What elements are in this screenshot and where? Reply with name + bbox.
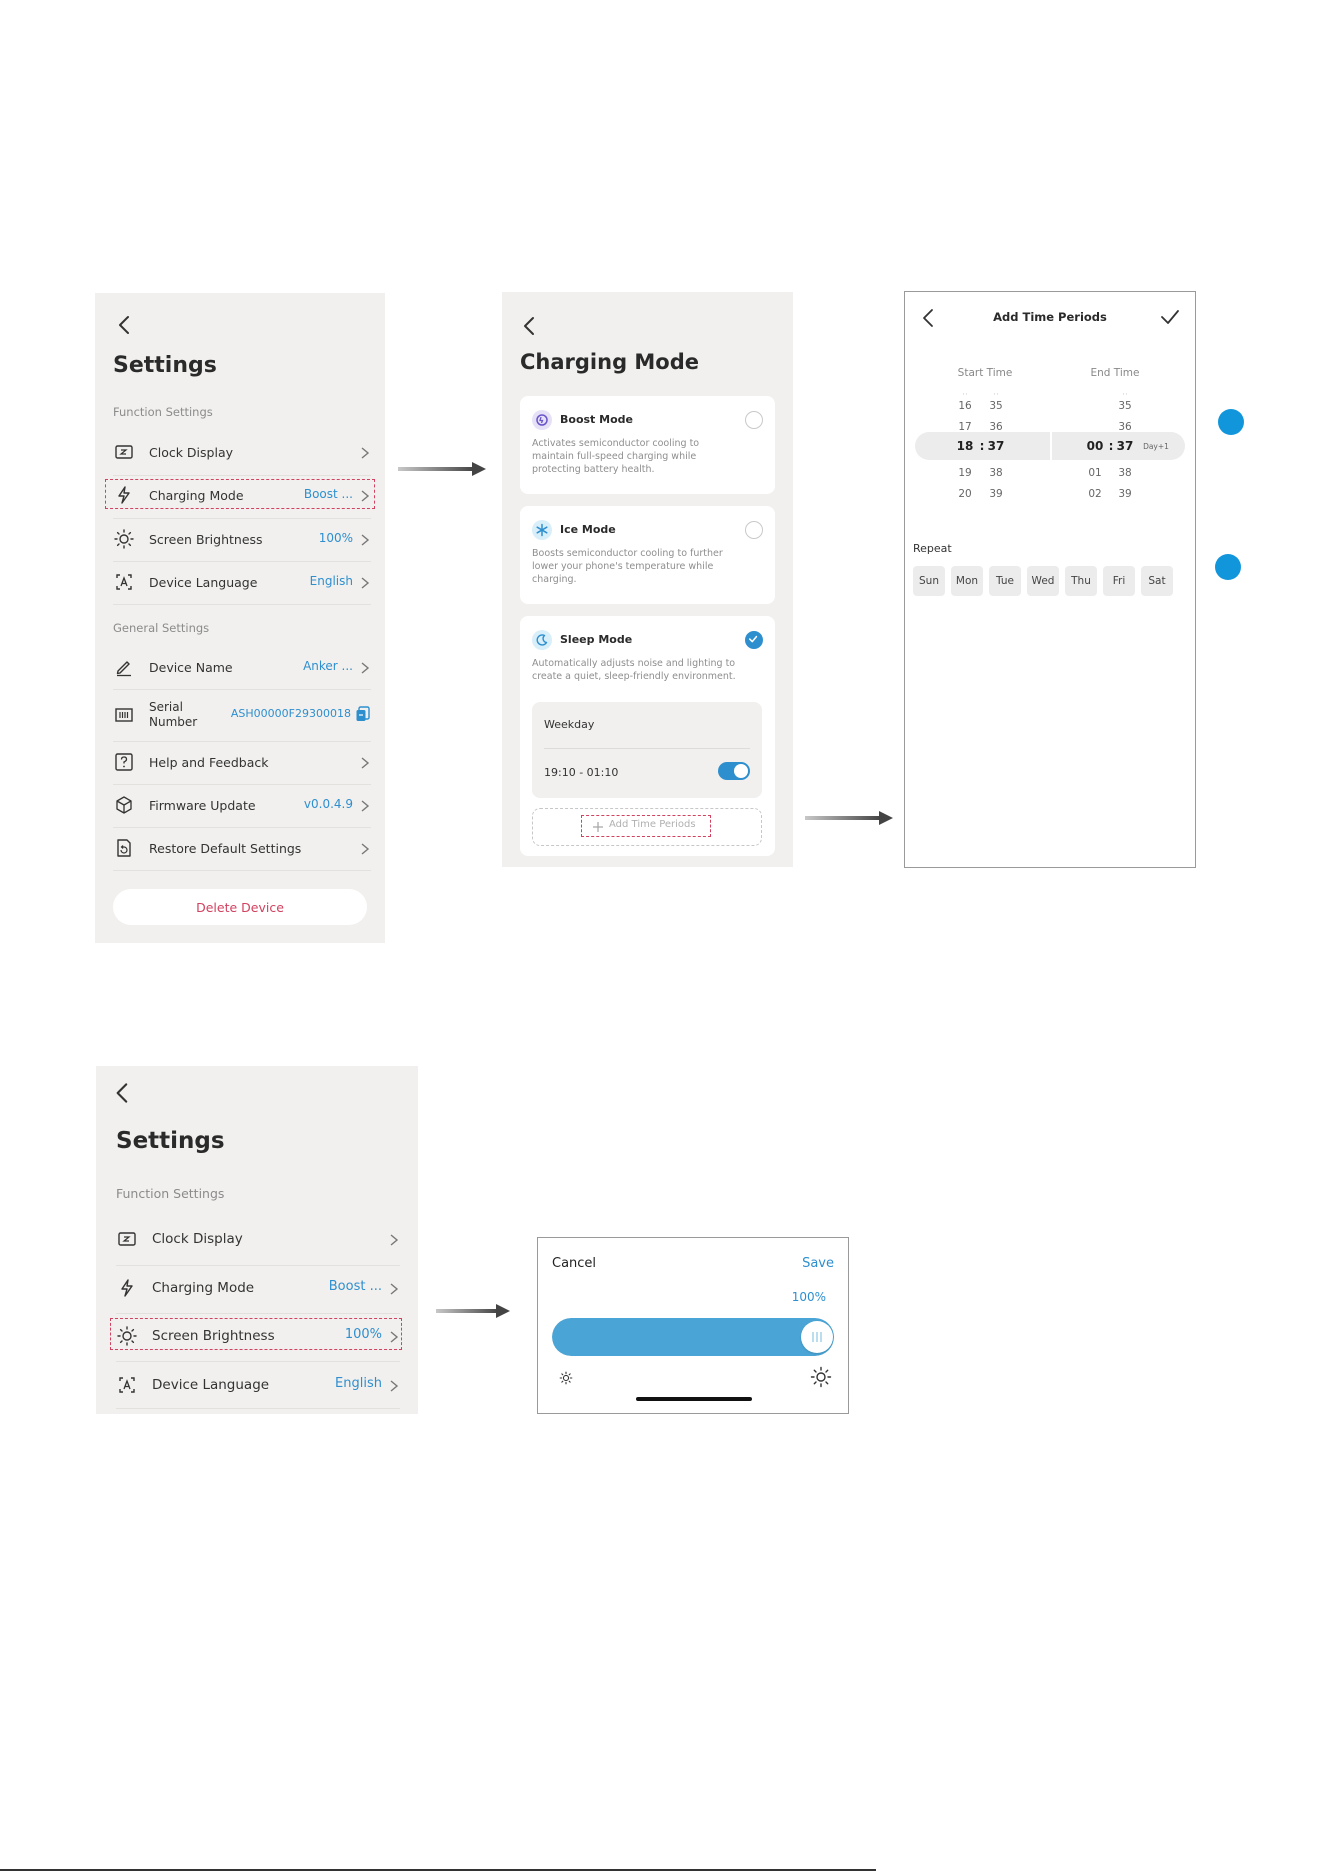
day-chip-mon[interactable]: Mon	[951, 566, 983, 596]
settings-row-value: Boost ...	[328, 1279, 382, 1294]
slider-knob[interactable]	[801, 1321, 833, 1353]
annotation-dot	[1218, 409, 1244, 435]
cancel-button[interactable]: Cancel	[552, 1256, 597, 1271]
copy-icon[interactable]	[355, 705, 371, 723]
end-minute-option: 35	[1118, 400, 1132, 412]
serial-label-line2: Number	[149, 715, 198, 729]
settings-row-label: Screen Brightness	[149, 531, 263, 547]
sleep-mode-card[interactable]	[520, 616, 775, 856]
settings-row-label: Restore Default Settings	[149, 840, 302, 856]
mode-title: Boost Mode	[560, 413, 633, 426]
divider	[116, 1361, 400, 1362]
charging-mode-screen	[502, 292, 793, 867]
divider	[113, 475, 371, 476]
back-button[interactable]	[111, 311, 139, 339]
settings-row-charging-mode[interactable]	[116, 1275, 400, 1301]
restore-icon	[113, 837, 135, 859]
day-plus-badge: Day+1	[1143, 442, 1169, 451]
annotation-dot	[1215, 554, 1241, 580]
picker-fade-row: ··	[993, 390, 999, 400]
settings-row-label: Help and Feedback	[149, 754, 269, 770]
add-time-periods-screen	[904, 291, 1196, 868]
lightning-icon	[113, 484, 135, 506]
settings-row-label: Firmware Update	[149, 797, 256, 813]
flow-arrow	[398, 462, 486, 476]
moon-icon	[532, 630, 552, 650]
cube-icon	[113, 794, 135, 816]
sun-icon	[113, 528, 135, 550]
settings-row-value: 100%	[344, 1327, 382, 1342]
boost-mode-icon	[532, 410, 552, 430]
divider	[116, 1408, 400, 1409]
settings-row-clock-display[interactable]	[113, 440, 371, 464]
flow-arrow	[436, 1304, 510, 1318]
mode-title: Ice Mode	[560, 523, 616, 536]
page-title: Charging Mode	[520, 350, 700, 374]
start-minute-option: 36	[989, 421, 1003, 433]
start-minute-option: 38	[989, 467, 1003, 479]
mode-description: Automatically adjusts noise and lighting to create a quiet, sleep-friendly environment.	[532, 658, 736, 682]
delete-device-label: Delete Device	[196, 900, 284, 915]
mode-description: Boosts semiconductor cooling to further lower your phone's temperature while charging.	[532, 548, 723, 585]
screen-title: Add Time Periods	[993, 310, 1107, 324]
brightness-sheet	[537, 1237, 849, 1414]
settings-row-screen-brightness[interactable]	[113, 527, 371, 551]
save-button[interactable]: Save	[802, 1256, 834, 1271]
sun-large-icon	[810, 1366, 832, 1388]
settings-row-screen-brightness[interactable]	[116, 1323, 400, 1349]
chevron-right-icon	[359, 798, 371, 812]
repeat-label: Repeat	[913, 542, 952, 555]
chevron-right-icon	[359, 575, 371, 589]
start-colon: :	[979, 439, 985, 453]
start-hour-selected: 18	[956, 439, 974, 453]
serial-number-value: ASH00000F29300018	[230, 707, 351, 720]
start-minute-option: 39	[989, 488, 1003, 500]
settings-row-value: English	[335, 1376, 382, 1391]
divider	[544, 748, 750, 749]
settings-row-label: Charging Mode	[149, 487, 244, 503]
page-title: Settings	[113, 353, 217, 378]
brightness-percent: 100%	[791, 1290, 826, 1304]
day-chip-wed[interactable]: Wed	[1027, 566, 1059, 596]
end-hour-option: 02	[1088, 488, 1102, 500]
start-time-label: Start Time	[957, 367, 1013, 379]
settings-row-restore-default[interactable]	[113, 836, 371, 860]
settings-row-charging-mode[interactable]	[113, 483, 371, 507]
language-icon	[116, 1374, 138, 1396]
start-minute-selected: 37	[987, 439, 1005, 453]
clock-display-icon	[116, 1228, 138, 1250]
end-minute-selected: 37	[1116, 439, 1134, 453]
day-chip-fri[interactable]: Fri	[1103, 566, 1135, 596]
mode-description: Activates semiconductor cooling to maintain full-speed charging while protecting battery health.	[532, 438, 700, 475]
slider-fill	[552, 1318, 834, 1356]
schedule-title: Weekday	[544, 718, 595, 731]
divider	[113, 689, 371, 690]
add-time-periods-button[interactable]	[532, 808, 762, 846]
plus-icon	[591, 819, 605, 833]
chevron-right-icon	[388, 1329, 400, 1343]
settings-row-label	[149, 700, 197, 730]
time-picker[interactable]	[905, 388, 1196, 508]
settings-row-label: Clock Display	[149, 444, 234, 460]
lightning-icon	[116, 1277, 138, 1299]
divider	[116, 1313, 400, 1314]
settings-row-device-name[interactable]	[113, 655, 371, 679]
pencil-icon	[113, 656, 135, 678]
delete-device-button[interactable]	[113, 889, 367, 925]
end-minute-option: 38	[1118, 467, 1132, 479]
start-hour-option: 17	[958, 421, 972, 433]
chevron-right-icon	[359, 488, 371, 502]
help-icon	[113, 751, 135, 773]
settings-row-serial-number	[113, 697, 371, 733]
add-time-periods-label: Add Time Periods	[609, 819, 696, 830]
settings-row-value: Anker ...	[303, 659, 353, 673]
settings-row-value: 100%	[318, 531, 353, 545]
chevron-right-icon	[388, 1378, 400, 1392]
page-bottom-rule	[0, 1869, 876, 1871]
clock-display-icon	[113, 441, 135, 463]
chevron-right-icon	[359, 532, 371, 546]
chevron-right-icon	[359, 841, 371, 855]
chevron-right-icon	[359, 755, 371, 769]
settings-row-label: Screen Brightness	[152, 1328, 275, 1344]
boost-mode-radio[interactable]	[745, 411, 763, 429]
settings-row-value: English	[309, 574, 353, 588]
brightness-slider[interactable]	[552, 1318, 834, 1356]
boost-mode-card[interactable]	[520, 396, 775, 494]
back-button[interactable]	[108, 1078, 138, 1108]
day-chip-sat[interactable]: Sat	[1141, 566, 1173, 596]
settings-row-device-language[interactable]	[113, 570, 371, 594]
settings-row-label: Charging Mode	[152, 1280, 255, 1296]
settings-row-value: Boost ...	[303, 487, 353, 501]
snowflake-icon	[532, 520, 552, 540]
mode-title: Sleep Mode	[560, 633, 633, 646]
picker-fade-row: ··	[1122, 390, 1128, 400]
flow-arrow	[805, 811, 893, 825]
settings-row-help-feedback[interactable]	[113, 750, 371, 774]
picker-fade-row: ··	[962, 390, 968, 400]
settings-row-firmware-update[interactable]	[113, 793, 371, 817]
day-chip-sun[interactable]: Sun	[913, 566, 945, 596]
back-button[interactable]	[516, 312, 544, 340]
divider	[113, 827, 371, 828]
day-chip-thu[interactable]: Thu	[1065, 566, 1097, 596]
toggle-knob	[734, 764, 748, 778]
function-settings-heading: Function Settings	[116, 1186, 225, 1201]
start-minute-option: 35	[989, 400, 1003, 412]
chevron-right-icon	[359, 445, 371, 459]
divider	[113, 561, 371, 562]
picker-separator	[1050, 432, 1052, 460]
chevron-right-icon	[359, 660, 371, 674]
end-colon: :	[1108, 439, 1114, 453]
barcode-icon	[113, 704, 135, 726]
settings-row-label: Device Name	[149, 659, 233, 675]
chevron-right-icon	[388, 1232, 400, 1246]
divider	[113, 518, 371, 519]
ice-mode-radio[interactable]	[745, 521, 763, 539]
settings-row-label: Device Language	[152, 1377, 270, 1393]
end-hour-selected: 00	[1086, 439, 1104, 453]
divider	[116, 1265, 400, 1266]
end-hour-option: 01	[1088, 467, 1102, 479]
schedule-toggle[interactable]	[718, 762, 750, 780]
serial-label-line1: Serial	[149, 700, 183, 714]
divider	[113, 784, 371, 785]
settings-screen	[95, 293, 385, 943]
confirm-check-icon[interactable]	[1159, 306, 1181, 328]
settings-screen-bottom	[96, 1066, 418, 1414]
divider	[113, 870, 371, 871]
day-chip-tue[interactable]: Tue	[989, 566, 1021, 596]
language-icon	[113, 571, 135, 593]
ice-mode-card[interactable]	[520, 506, 775, 604]
start-hour-option: 20	[958, 488, 972, 500]
general-settings-heading: General Settings	[113, 621, 210, 635]
settings-row-device-language[interactable]	[116, 1372, 400, 1398]
schedule-time: 19:10 - 01:10	[544, 766, 619, 779]
home-indicator	[636, 1397, 752, 1401]
start-hour-option: 16	[958, 400, 972, 412]
settings-row-value: v0.0.4.9	[303, 797, 353, 811]
divider	[113, 604, 371, 605]
sun-icon	[116, 1325, 138, 1347]
sun-small-icon	[558, 1370, 574, 1386]
settings-row-clock-display[interactable]	[116, 1226, 400, 1252]
settings-row-label: Device Language	[149, 574, 258, 590]
function-settings-heading: Function Settings	[113, 405, 213, 419]
chevron-right-icon	[388, 1281, 400, 1295]
end-minute-option: 36	[1118, 421, 1132, 433]
end-time-label: End Time	[1090, 367, 1140, 379]
start-hour-option: 19	[958, 467, 972, 479]
schedule-block[interactable]	[532, 702, 762, 798]
settings-row-label: Clock Display	[152, 1231, 243, 1247]
divider	[113, 741, 371, 742]
end-minute-option: 39	[1118, 488, 1132, 500]
sleep-mode-radio[interactable]	[745, 631, 763, 649]
page-title: Settings	[116, 1128, 225, 1154]
